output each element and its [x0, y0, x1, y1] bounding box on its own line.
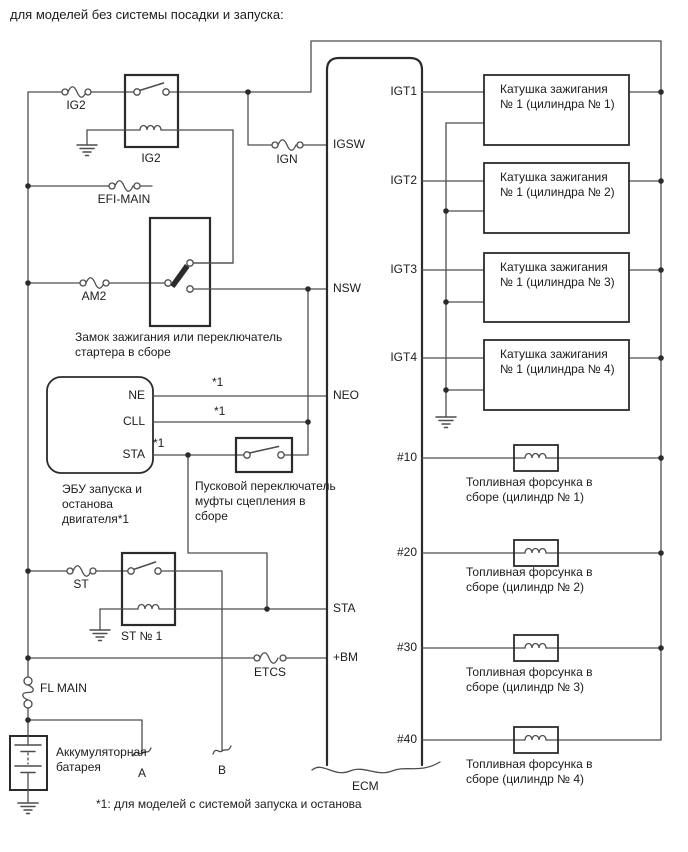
fuse-efi-main-label: EFI-MAIN	[97, 192, 151, 206]
injector-1-label: Топливная форсунка в	[466, 475, 593, 489]
coil-4-label: Катушка зажигания	[500, 347, 608, 361]
star-note: *1	[153, 436, 165, 450]
ecm-label: ECM	[352, 779, 379, 793]
footnote: *1: для моделей с системой запуска и останова	[96, 797, 362, 811]
relay-st1-label: ST № 1	[121, 629, 163, 643]
fuse-ign-label: IGN	[276, 152, 298, 166]
clutch-start-switch	[236, 438, 292, 472]
battery-label: Аккумуляторная	[56, 745, 147, 759]
coil-2-label: Катушка зажигания	[500, 170, 608, 184]
st-relay	[90, 553, 327, 751]
clutch-switch-label: сборе	[195, 509, 228, 523]
ig2-fuse-row	[28, 87, 134, 98]
ignition-switch-label: Замок зажигания или переключатель	[75, 330, 283, 344]
ecm-pin-nsw: NSW	[333, 281, 361, 295]
fuse-am2-label: AM2	[81, 289, 107, 303]
clutch-switch-label: Пусковой переключатель	[195, 479, 336, 493]
injector-4-label: сборе (цилиндр № 4)	[466, 772, 585, 786]
injector-2-label: Топливная форсунка в	[466, 565, 593, 579]
efi-main-fuse-row	[28, 181, 152, 192]
ecm-pin-sta: STA	[333, 601, 356, 615]
star-note: *1	[214, 404, 226, 418]
fl-main-fusible-link	[23, 677, 34, 708]
fuse-etcs-label: ETCS	[253, 665, 286, 679]
battery-label: батарея	[56, 760, 101, 774]
coil-1-label: Катушка зажигания	[500, 82, 608, 96]
ecm-pin-igt4: IGT4	[390, 350, 417, 364]
nsw-cll-branch	[285, 289, 309, 455]
battery	[10, 736, 47, 814]
ecu-label: останова	[62, 497, 113, 511]
ecm-pin-30: #30	[396, 640, 417, 654]
connector-a-label: A	[137, 766, 146, 780]
ecm-pin-igt3: IGT3	[390, 262, 417, 276]
ground-icon	[18, 803, 38, 814]
coil-1-label: № 1 (цилиндра № 1)	[500, 97, 615, 111]
ecm-pin-neo: NEO	[333, 388, 360, 402]
relay-ig2-label: IG2	[141, 151, 161, 165]
ground-icon	[77, 145, 97, 156]
coil-3-label: Катушка зажигания	[500, 260, 608, 274]
coil-2-label: № 1 (цилиндра № 2)	[500, 185, 615, 199]
ecm-pin-bm: +BM	[333, 650, 359, 664]
fuse-ig2-label: IG2	[66, 98, 86, 112]
ecm-pin-igt2: IGT2	[390, 173, 417, 187]
ecu-pin-ne: NE	[128, 388, 145, 402]
ecu-label: ЭБУ запуска и	[62, 482, 142, 496]
fl-main-label: FL MAIN	[40, 681, 87, 695]
clutch-switch-label: муфты сцепления в	[195, 494, 306, 508]
connector-b-label: B	[217, 763, 226, 777]
ecu-label: двигателя*1	[62, 512, 130, 526]
ground-icon	[436, 417, 456, 428]
etcs-fuse-row	[28, 653, 327, 664]
ecm-pin-20: #20	[396, 545, 417, 559]
page-title: для моделей без системы посадки и запуска:	[10, 7, 284, 22]
injector-2-label: сборе (цилиндр № 2)	[466, 580, 585, 594]
ecu-pin-cll: CLL	[122, 414, 145, 428]
ecm-pin-10: #10	[396, 450, 417, 464]
injector-4-label: Топливная форсунка в	[466, 757, 593, 771]
am2-fuse-row	[28, 278, 165, 289]
ecm-pin-40: #40	[396, 732, 417, 746]
star-note: *1	[212, 375, 224, 389]
ignition-switch	[150, 218, 327, 326]
ignition-switch-label: стартера в сборе	[75, 345, 171, 359]
ecm-pin-igt1: IGT1	[390, 84, 417, 98]
ign-fuse-row	[248, 92, 327, 150]
ecm-body	[312, 58, 440, 773]
st-fuse-row	[28, 566, 128, 577]
injector-3-label: сборе (цилиндр № 3)	[466, 680, 585, 694]
fuse-st-label: ST	[73, 577, 89, 591]
coil-4-label: № 1 (цилиндра № 4)	[500, 362, 615, 376]
ecm-pin-igsw: IGSW	[333, 137, 365, 151]
ground-icon	[90, 630, 110, 641]
ecu-pin-sta: STA	[122, 447, 145, 461]
injector-3-label: Топливная форсунка в	[466, 665, 593, 679]
coil-3-label: № 1 (цилиндра № 3)	[500, 275, 615, 289]
injector-1-label: сборе (цилиндр № 1)	[466, 490, 585, 504]
